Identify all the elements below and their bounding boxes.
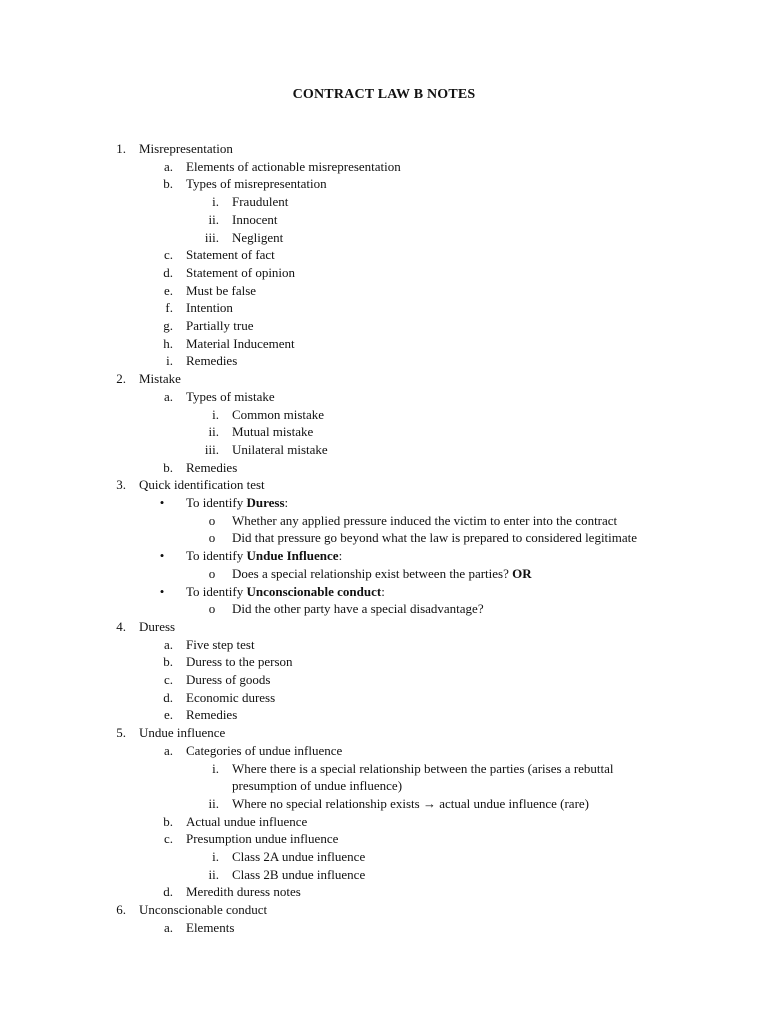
list-marker: b. bbox=[163, 813, 173, 829]
list-marker: 1. bbox=[116, 141, 126, 156]
list-text: Negligent bbox=[232, 229, 284, 245]
page-title: CONTRACT LAW B NOTES bbox=[292, 87, 476, 102]
list-marker: i. bbox=[212, 849, 219, 864]
list-marker: iii. bbox=[204, 229, 219, 245]
bullet-icon: o bbox=[208, 530, 216, 546]
list-marker: ii. bbox=[208, 424, 219, 440]
list-text: Mutual mistake bbox=[232, 424, 314, 440]
list-marker: iii. bbox=[204, 441, 219, 457]
list-text: Class 2B undue influence bbox=[232, 866, 366, 882]
list-text: Partially true bbox=[186, 318, 254, 333]
list-text: Where no special relationship exists → actual undue influence (rare) bbox=[232, 795, 589, 811]
list-text: Mistake bbox=[139, 371, 181, 387]
list-marker: e. bbox=[163, 282, 173, 298]
list-text: Remedies bbox=[186, 459, 238, 475]
list-text: Innocent bbox=[232, 211, 278, 227]
list-marker: h. bbox=[163, 335, 173, 351]
list-marker: d. bbox=[163, 884, 173, 900]
list-marker: e. bbox=[163, 707, 173, 723]
list-text: Quick identification test bbox=[139, 477, 265, 493]
list-text: Where there is a special relationship between the parties (arises a rebuttal bbox=[232, 760, 614, 776]
list-text: Elements of actionable misrepresentation bbox=[186, 158, 401, 174]
bullet-icon: o bbox=[208, 601, 216, 617]
list-marker: 4. bbox=[116, 618, 126, 634]
list-text: Actual undue influence bbox=[186, 813, 308, 829]
list-marker: i. bbox=[212, 194, 219, 210]
list-text: Types of misrepresentation bbox=[186, 176, 327, 192]
list-marker: d. bbox=[163, 264, 173, 280]
list-marker: c. bbox=[163, 247, 173, 263]
list-text: Fraudulent bbox=[232, 194, 289, 210]
list-text: Five step test bbox=[186, 636, 255, 652]
list-text: Did the other party have a special disadvantage? bbox=[232, 601, 484, 617]
list-text: Types of mistake bbox=[186, 388, 275, 404]
list-marker: 5. bbox=[116, 725, 126, 741]
list-marker: b. bbox=[163, 654, 173, 670]
list-text: To identify Undue Influence: bbox=[186, 548, 343, 564]
list-text: To identify Duress: bbox=[186, 495, 289, 510]
bullet-icon: o bbox=[208, 565, 216, 581]
list-marker: a. bbox=[163, 636, 173, 652]
list-text: Categories of undue influence bbox=[186, 742, 343, 758]
list-text: Common mistake bbox=[232, 406, 325, 422]
list-marker: g. bbox=[163, 318, 173, 333]
list-text: To identify Unconscionable conduct: bbox=[186, 583, 385, 599]
list-text: Unconscionable conduct bbox=[139, 902, 268, 918]
bullet-icon: o bbox=[208, 512, 216, 528]
list-text: Must be false bbox=[186, 282, 257, 298]
list-text: Unilateral mistake bbox=[232, 441, 328, 457]
list-text: Duress to the person bbox=[186, 654, 293, 670]
list-text: Misrepresentation bbox=[139, 141, 233, 156]
list-text: Statement of fact bbox=[186, 247, 275, 263]
list-marker: a. bbox=[163, 158, 173, 174]
bullet-icon: • bbox=[159, 548, 165, 564]
list-text: Elements bbox=[186, 919, 235, 935]
list-marker: i. bbox=[166, 353, 173, 369]
list-text: Class 2A undue influence bbox=[232, 849, 366, 864]
list-marker: 3. bbox=[116, 477, 126, 493]
list-text: Remedies bbox=[186, 353, 238, 369]
list-marker: 2. bbox=[116, 371, 126, 387]
list-text: Remedies bbox=[186, 707, 238, 723]
bullet-icon: • bbox=[159, 495, 165, 510]
list-marker: a. bbox=[163, 919, 173, 935]
list-text: Presumption undue influence bbox=[186, 831, 339, 847]
list-marker: ii. bbox=[208, 211, 219, 227]
list-marker: c. bbox=[163, 831, 173, 847]
list-marker: a. bbox=[163, 388, 173, 404]
list-text: Whether any applied pressure induced the victim to enter into the contract bbox=[232, 512, 618, 528]
list-marker: b. bbox=[163, 459, 173, 475]
list-text: Did that pressure go beyond what the law is prepared to considered legitimate bbox=[232, 530, 638, 546]
list-text: presumption of undue influence) bbox=[232, 778, 403, 794]
list-marker: f. bbox=[165, 300, 173, 316]
list-marker: d. bbox=[163, 689, 173, 705]
list-marker: i. bbox=[212, 760, 219, 776]
bullet-icon: • bbox=[159, 583, 165, 599]
list-marker: a. bbox=[163, 742, 173, 758]
list-text: Statement of opinion bbox=[186, 264, 296, 280]
list-text: Duress of goods bbox=[186, 672, 271, 687]
list-marker: i. bbox=[212, 406, 219, 422]
list-marker: 6. bbox=[116, 902, 126, 918]
list-text: Does a special relationship exist between the parties? OR bbox=[232, 565, 532, 581]
list-text: Undue influence bbox=[139, 725, 226, 741]
list-marker: ii. bbox=[208, 795, 219, 811]
list-text: Material Inducement bbox=[186, 335, 295, 351]
list-marker: b. bbox=[163, 176, 173, 192]
list-marker: c. bbox=[163, 672, 173, 687]
list-text: Economic duress bbox=[186, 689, 276, 705]
list-text: Intention bbox=[186, 300, 233, 316]
list-marker: ii. bbox=[208, 866, 219, 882]
list-text: Meredith duress notes bbox=[186, 884, 301, 900]
list-text: Duress bbox=[139, 618, 176, 634]
